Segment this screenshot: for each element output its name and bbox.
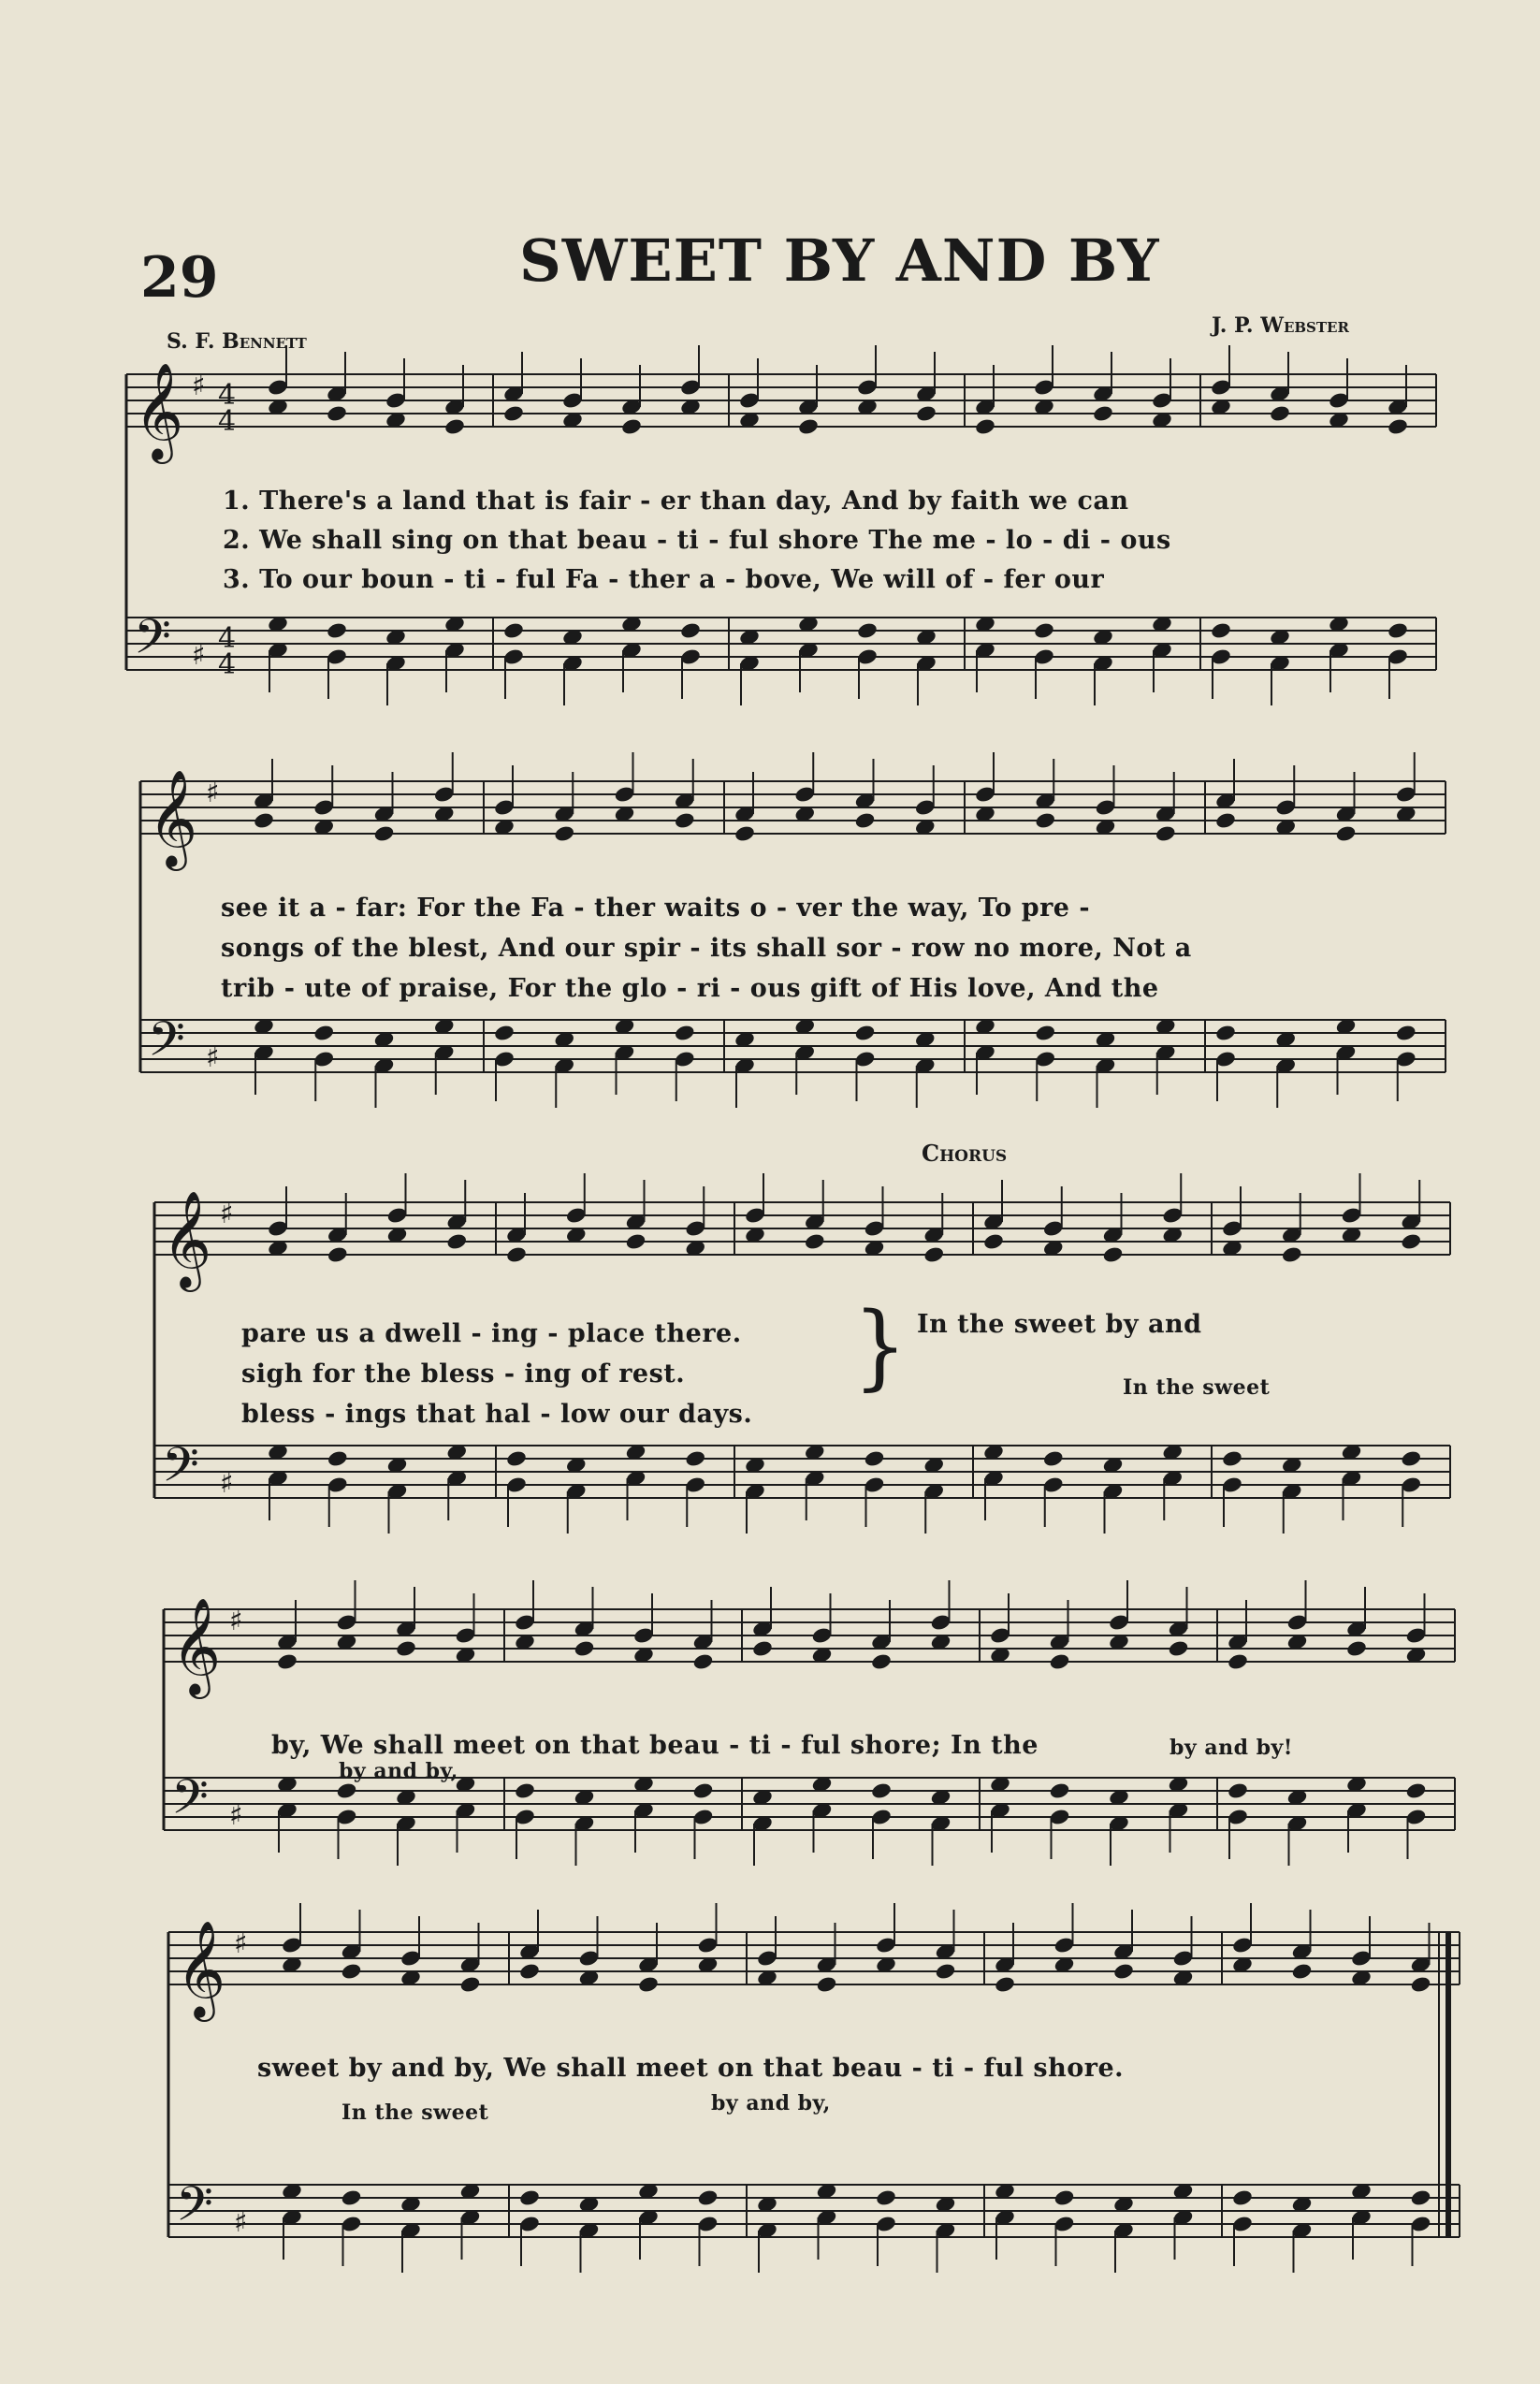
note-head (1092, 404, 1114, 423)
verse-1-line-3: pare us a dwell - ing - place there. (241, 1319, 742, 1348)
verse-2-line-1: 2. We shall sing on that beau - ti - ful shore The me - lo - di - ous (223, 526, 1171, 555)
sharp-sign: ♯ (234, 2206, 248, 2239)
note-head (1042, 1449, 1065, 1468)
bass-clef: 𝄢 (171, 1768, 209, 1837)
chorus-soprano-line-2: by, We shall meet on that beau - ti - ful shore; In the (271, 1731, 1039, 1760)
note-head (1291, 1962, 1314, 1981)
bass-clef: 𝄢 (176, 2175, 213, 2244)
note-head (1112, 1962, 1135, 1981)
note-head (974, 417, 996, 436)
note-head (1102, 1245, 1125, 1264)
verse-bracket: } (853, 1292, 908, 1402)
note-head (1400, 1232, 1422, 1251)
treble-clef: 𝄞 (171, 1597, 222, 1695)
time-signature: 4 (218, 622, 237, 655)
note-head (505, 1449, 528, 1468)
note-head (443, 417, 466, 436)
note-head (1049, 1781, 1071, 1800)
note-head (1387, 417, 1409, 436)
note-head (373, 824, 396, 843)
sharp-sign: ♯ (206, 777, 220, 809)
composer-credit: J. P. Webster (1212, 313, 1349, 338)
note-head (1410, 1975, 1432, 1994)
note-head (1221, 1449, 1243, 1468)
note-head (1214, 1024, 1237, 1042)
note-head (276, 1652, 298, 1671)
note-head (751, 1639, 774, 1658)
note-head (341, 2188, 363, 2207)
note-head (915, 404, 937, 423)
note-head (816, 1975, 838, 1994)
verse-2-line-2: songs of the blest, And our spir - its shall sor - row no more, Not a (221, 934, 1192, 963)
note-head (574, 1639, 596, 1658)
note-head (1345, 1639, 1368, 1658)
note-head (1214, 811, 1237, 830)
verse-2-line-3: sigh for the bless - ing of rest. (241, 1359, 686, 1388)
note-head (514, 1781, 536, 1800)
note-head (1210, 621, 1232, 640)
note-head (1410, 2188, 1432, 2207)
note-head (1231, 2188, 1254, 2207)
note-head (326, 404, 348, 423)
chorus-label: Chorus (922, 1140, 1008, 1167)
note-head (1227, 1781, 1249, 1800)
note-head (502, 404, 525, 423)
chorus-bass-line-2a: by and by, (339, 1759, 458, 1783)
note-head (312, 1024, 335, 1042)
treble-clef: 𝄞 (134, 362, 184, 460)
note-head (637, 1975, 660, 1994)
note-head (1034, 1024, 1056, 1042)
verse-3-line-1: 3. To our boun - ti - ful Fa - ther a - bove, We will of - fer our (223, 565, 1105, 594)
note-head (797, 417, 820, 436)
note-head (864, 1449, 886, 1468)
sharp-sign: ♯ (234, 1927, 248, 1960)
chorus-soprano-line-3: sweet by and by, We shall meet on that beau - ti - ful shore. (257, 2054, 1125, 2083)
hymn-title: SWEET BY AND BY (519, 226, 1160, 295)
chorus-soprano-line-1: In the sweet by and (917, 1310, 1202, 1339)
note-head (1281, 1245, 1303, 1264)
note-head (518, 2188, 541, 2207)
note-head (870, 1781, 893, 1800)
verse-3-line-2: trib - ute of praise, For the glo - ri - ous gift of His love, And the (221, 974, 1159, 1003)
note-head (327, 1245, 349, 1264)
note-head (327, 1449, 349, 1468)
bass-clef: 𝄢 (134, 608, 171, 676)
treble-clef: 𝄞 (162, 1190, 212, 1288)
sharp-sign: ♯ (229, 1799, 243, 1832)
sharp-sign: ♯ (192, 370, 206, 402)
time-signature: 4 (218, 405, 237, 438)
note-head (1400, 1449, 1422, 1468)
sharp-sign: ♯ (206, 1041, 220, 1074)
time-signature: 4 (218, 648, 237, 681)
chorus-bass-line-2b: by and by! (1170, 1736, 1293, 1760)
note-head (326, 621, 348, 640)
note-head (341, 1962, 363, 1981)
note-head (856, 621, 879, 640)
note-head (692, 1652, 715, 1671)
verse-3-line-3: bless - ings that hal - low our days. (241, 1400, 753, 1429)
note-head (674, 811, 696, 830)
note-head (445, 1232, 468, 1251)
note-head (1049, 1652, 1071, 1671)
note-head (553, 824, 575, 843)
note-head (395, 1639, 417, 1658)
note-head (1387, 621, 1409, 640)
note-head (1269, 404, 1291, 423)
sharp-sign: ♯ (229, 1605, 243, 1637)
note-head (935, 1962, 957, 1981)
verse-1-line-2: see it a - far: For the Fa - ther waits o - ver the way, To pre - (221, 894, 1091, 923)
chorus-bass-line-3b: by and by, (711, 2091, 831, 2115)
note-head (1053, 2188, 1076, 2207)
hymn-number: 29 (140, 245, 219, 311)
author-credit: S. F. Bennett (167, 329, 307, 354)
note-head (994, 1975, 1016, 1994)
treble-clef: 𝄞 (148, 769, 198, 867)
bass-clef: 𝄢 (148, 1010, 185, 1079)
note-head (679, 621, 702, 640)
note-head (493, 1024, 516, 1042)
note-head (854, 1024, 877, 1042)
sharp-sign: ♯ (220, 1467, 234, 1500)
note-head (684, 1449, 706, 1468)
note-head (1168, 1639, 1190, 1658)
note-head (502, 621, 525, 640)
note-head (1405, 1781, 1428, 1800)
note-head (1335, 824, 1358, 843)
chorus-bass-line-3a: In the sweet (341, 2101, 489, 2125)
note-head (459, 1975, 482, 1994)
note-head (875, 2188, 897, 2207)
note-head (1034, 811, 1056, 830)
chorus-bass-line-1: In the sweet (1123, 1375, 1271, 1400)
sharp-sign: ♯ (220, 1198, 234, 1230)
note-head (625, 1232, 647, 1251)
bass-clef: 𝄢 (162, 1436, 199, 1505)
verse-1-line-1: 1. There's a land that is fair - er than day, And by faith we can (223, 487, 1129, 516)
note-head (1227, 1652, 1249, 1671)
note-head (1033, 621, 1055, 640)
note-head (697, 2188, 719, 2207)
note-head (674, 1024, 696, 1042)
note-head (692, 1781, 715, 1800)
treble-clef: 𝄞 (176, 1920, 226, 2018)
note-head (982, 1232, 1005, 1251)
note-head (1395, 1024, 1417, 1042)
note-head (336, 1781, 358, 1800)
note-head (870, 1652, 893, 1671)
note-head (518, 1962, 541, 1981)
note-head (620, 417, 643, 436)
note-head (253, 811, 275, 830)
note-head (804, 1232, 826, 1251)
note-head (923, 1245, 945, 1264)
note-head (505, 1245, 528, 1264)
note-head (734, 824, 756, 843)
time-signature: 4 (218, 379, 237, 412)
note-head (1155, 824, 1177, 843)
sharp-sign: ♯ (192, 639, 206, 672)
note-head (854, 811, 877, 830)
